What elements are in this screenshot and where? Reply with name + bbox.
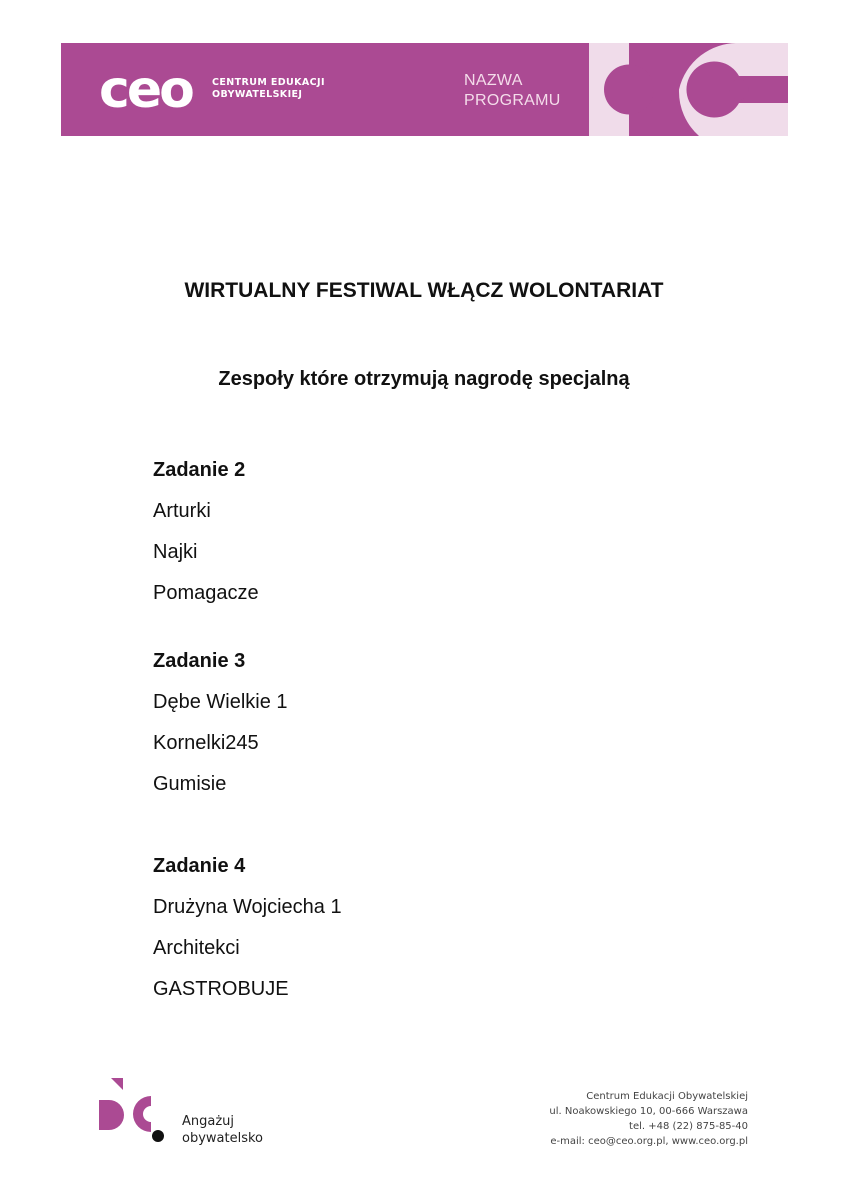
document-title: WIRTUALNY FESTIWAL WŁĄCZ WOLONTARIAT <box>184 279 664 302</box>
team-item: GASTROBUJE <box>153 978 289 1000</box>
team-item: Architekci <box>153 937 240 959</box>
team-item: Drużyna Wojciecha 1 <box>153 896 342 918</box>
team-item: Najki <box>153 541 198 563</box>
footer-contact: e-mail: ceo@ceo.org.pl, www.ceo.org.pl <box>550 1136 748 1147</box>
footer-phone: tel. +48 (22) 875-85-40 <box>629 1121 748 1132</box>
footer-org-name: Centrum Edukacji Obywatelskiej <box>586 1091 748 1102</box>
slogan-line-1: Angażuj <box>182 1114 235 1129</box>
document-subtitle: Zespoły które otrzymują nagrodę specjalną <box>218 368 630 390</box>
task-heading: Zadanie 4 <box>153 855 246 877</box>
ceo-logo: ceo <box>99 60 192 120</box>
task-section-3 <box>153 648 288 797</box>
task-section-2 <box>153 457 259 606</box>
program-name-line-2: PROGRAMU <box>464 92 561 109</box>
task-section-4 <box>153 853 342 1002</box>
header-banner <box>61 43 788 136</box>
footer-street: ul. Noakowskiego 10, 00-666 Warszawa <box>549 1106 748 1117</box>
team-item: Arturki <box>153 500 211 522</box>
team-item: Pomagacze <box>153 582 259 604</box>
team-item: Dębe Wielkie 1 <box>153 691 288 713</box>
banner-graphic-icon <box>589 43 788 136</box>
org-name-line-1: CENTRUM EDUKACJI <box>212 77 325 88</box>
slogan-line-2: obywatelsko <box>182 1131 263 1146</box>
footer-slogan <box>182 1113 263 1147</box>
footer-address <box>549 1089 748 1149</box>
org-name-logo <box>212 77 325 101</box>
angazuj-mark-icon <box>99 1078 169 1150</box>
program-name-line-1: NAZWA <box>464 72 523 89</box>
org-name-line-2: OBYWATELSKIEJ <box>212 89 303 100</box>
task-heading: Zadanie 2 <box>153 459 246 481</box>
program-name <box>464 71 561 111</box>
team-item: Kornelki245 <box>153 732 259 754</box>
task-heading: Zadanie 3 <box>153 650 246 672</box>
team-item: Gumisie <box>153 773 227 795</box>
